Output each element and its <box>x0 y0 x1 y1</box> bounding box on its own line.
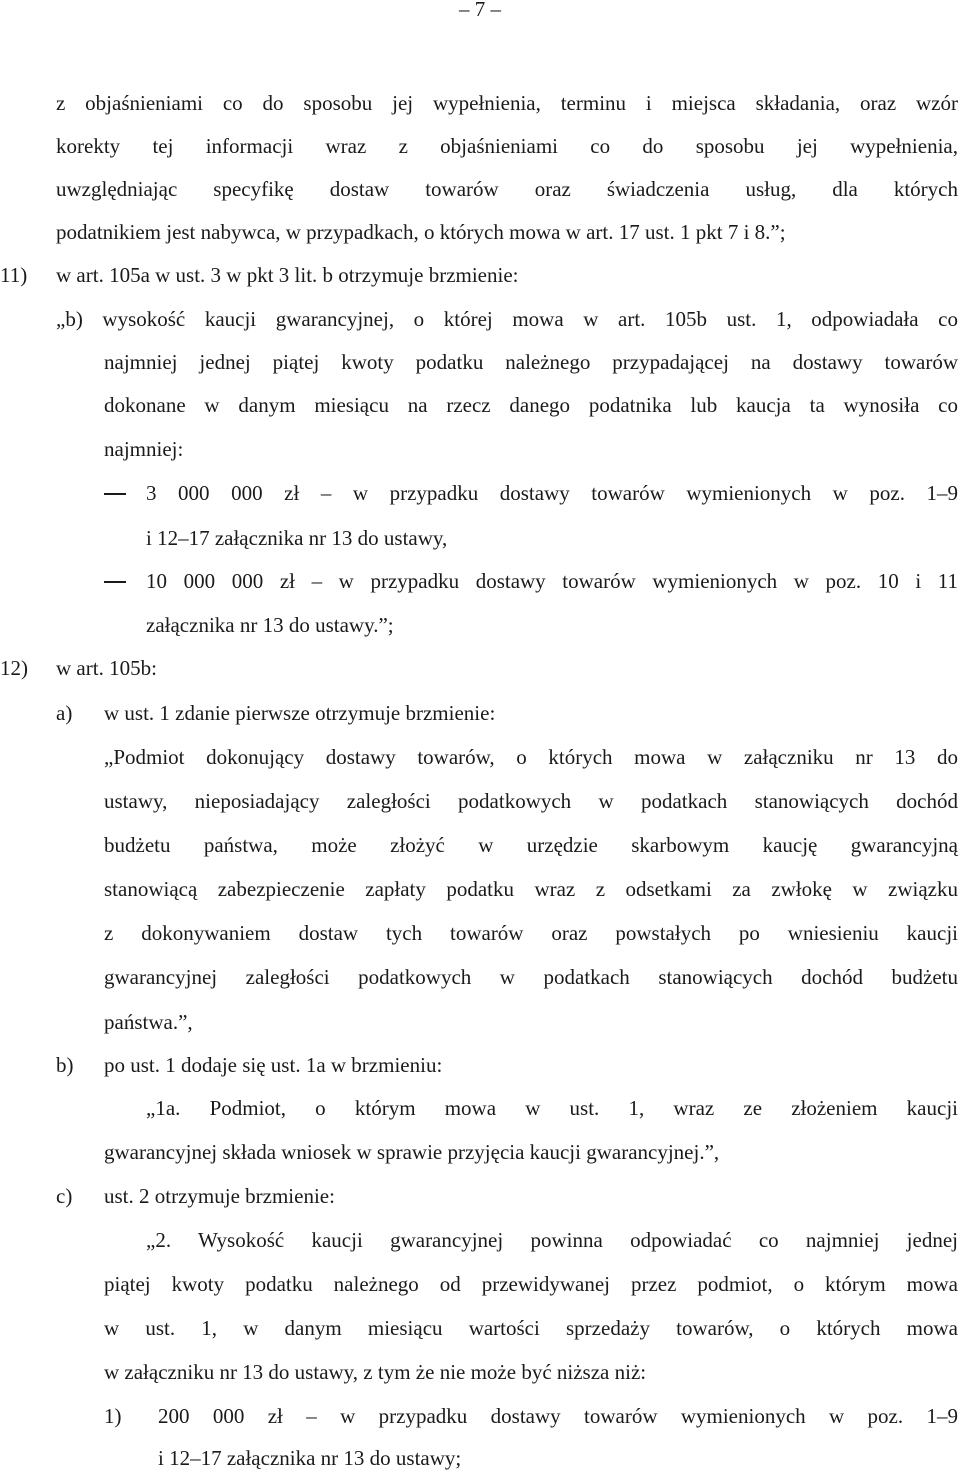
dash-bullet <box>104 581 126 583</box>
letter-label: a) <box>56 701 73 725</box>
sub-item-line: i 12–17 załącznika nr 13 do ustawy; <box>158 1446 462 1470</box>
quote-line: w załączniku nr 13 do ustawy, z tym że nie może być niższa niż: <box>104 1360 647 1384</box>
letter-text: ust. 2 otrzymuje brzmienie: <box>104 1184 335 1208</box>
quote-line: ustawy, nieposiadający zaległości podatkowych w podatkach stanowiących dochód <box>104 789 958 813</box>
quote-line: „2. Wysokość kaucji gwarancyjnej powinna odpowiadać co najmniej jednej <box>146 1228 958 1252</box>
item-number: 12) <box>0 656 28 680</box>
dash-item-line: 10 000 000 zł – w przypadku dostawy towarów wymienionych w poz. 10 i 11 <box>146 569 958 593</box>
sub-item-number: 1) <box>104 1404 122 1428</box>
quote-line: gwarancyjnej zaległości podatkowych w podatkach stanowiących dochód budżetu <box>104 965 958 989</box>
quote-line: „Podmiot dokonujący dostawy towarów, o których mowa w załączniku nr 13 do <box>104 745 958 769</box>
quote-line: „b) wysokość kaucji gwarancyjnej, o której mowa w art. 105b ust. 1, odpowiadała co <box>56 307 958 331</box>
quote-line: najmniej jednej piątej kwoty podatku należnego przypadającej na dostawy towarów <box>104 350 958 374</box>
letter-text: po ust. 1 dodaje się ust. 1a w brzmieniu: <box>104 1053 443 1077</box>
text-line: korekty tej informacji wraz z objaśnieniami co do sposobu jej wypełnienia, <box>56 134 958 158</box>
text-line: podatnikiem jest nabywca, w przypadkach, o których mowa w art. 17 ust. 1 pkt 7 i 8.”; <box>56 220 786 244</box>
letter-text: w ust. 1 zdanie pierwsze otrzymuje brzmienie: <box>104 701 496 725</box>
quote-line: budżetu państwa, może złożyć w urzędzie skarbowym kaucję gwarancyjną <box>104 833 958 857</box>
quote-line: z dokonywaniem dostaw tych towarów oraz powstałych po wniesieniu kaucji <box>104 921 958 945</box>
dash-item-line: załącznika nr 13 do ustawy.”; <box>146 613 394 637</box>
quote-line: w ust. 1, w danym miesiącu wartości sprzedaży towarów, o których mowa <box>104 1316 958 1340</box>
quote-line: dokonane w danym miesiącu na rzecz danego podatnika lub kaucja ta wynosiła co <box>104 393 958 417</box>
page-number: – 7 – <box>459 0 501 21</box>
dash-bullet <box>104 493 126 495</box>
sub-item-line: 200 000 zł – w przypadku dostawy towarów wymienionych w poz. 1–9 <box>158 1404 958 1428</box>
quote-line: stanowiącą zabezpieczenie zapłaty podatku wraz z odsetkami za zwłokę w związku <box>104 877 958 901</box>
text-line: z objaśnieniami co do sposobu jej wypełnienia, terminu i miejsca składania, oraz wzór <box>56 91 958 115</box>
quote-line: najmniej: <box>104 437 184 461</box>
dash-item-line: 3 000 000 zł – w przypadku dostawy towarów wymienionych w poz. 1–9 <box>146 481 958 505</box>
item-number: 11) <box>0 263 28 287</box>
letter-label: b) <box>56 1053 74 1077</box>
quote-line: gwarancyjnej składa wniosek w sprawie przyjęcia kaucji gwarancyjnej.”, <box>104 1140 720 1164</box>
item-text: w art. 105a w ust. 3 w pkt 3 lit. b otrzymuje brzmienie: <box>56 263 519 287</box>
dash-item-line: i 12–17 załącznika nr 13 do ustawy, <box>146 526 448 550</box>
quote-line: państwa.”, <box>104 1010 193 1034</box>
quote-line: „1a. Podmiot, o którym mowa w ust. 1, wraz ze złożeniem kaucji <box>146 1096 958 1120</box>
item-text: w art. 105b: <box>56 656 157 680</box>
letter-label: c) <box>56 1184 73 1208</box>
quote-line: piątej kwoty podatku należnego od przewidywanej przez podmiot, o którym mowa <box>104 1272 958 1296</box>
text-line: uwzględniając specyfikę dostaw towarów oraz świadczenia usług, dla których <box>56 177 958 201</box>
